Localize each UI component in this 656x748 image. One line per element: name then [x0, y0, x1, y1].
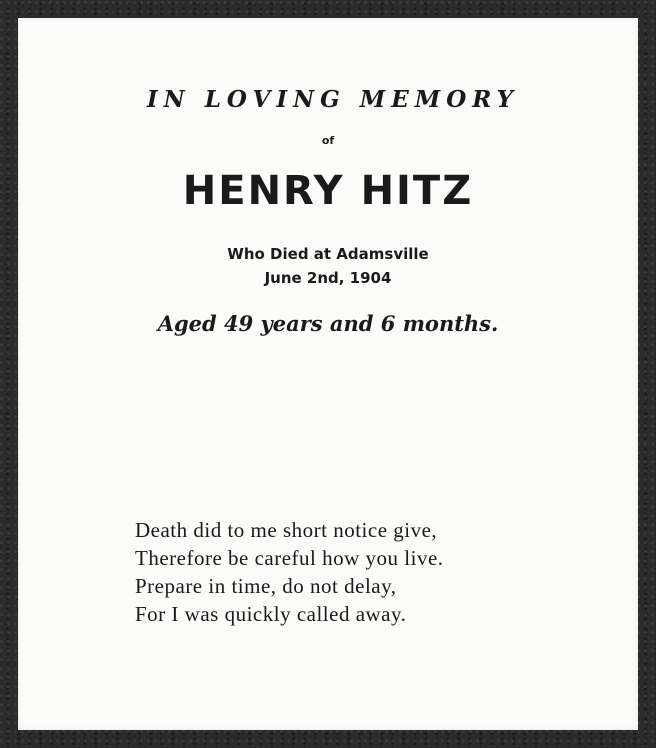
- verse-block: [135, 516, 444, 628]
- verse-line: Prepare in time, do not delay,: [135, 574, 397, 598]
- deceased-name: HENRY HITZ: [182, 168, 474, 214]
- age-at-death: Aged 49 years and 6 months.: [157, 311, 499, 336]
- memorial-card: [18, 18, 638, 730]
- death-place: Who Died at Adamsville: [227, 245, 429, 263]
- verse-line: For I was quickly called away.: [135, 602, 407, 626]
- death-date: June 2nd, 1904: [264, 269, 392, 287]
- heading-title: IN LOVING MEMORY: [146, 86, 520, 113]
- verse-line: Death did to me short notice give,: [135, 518, 438, 542]
- of-label: of: [321, 134, 335, 147]
- verse-line: Therefore be careful how you live.: [135, 546, 444, 570]
